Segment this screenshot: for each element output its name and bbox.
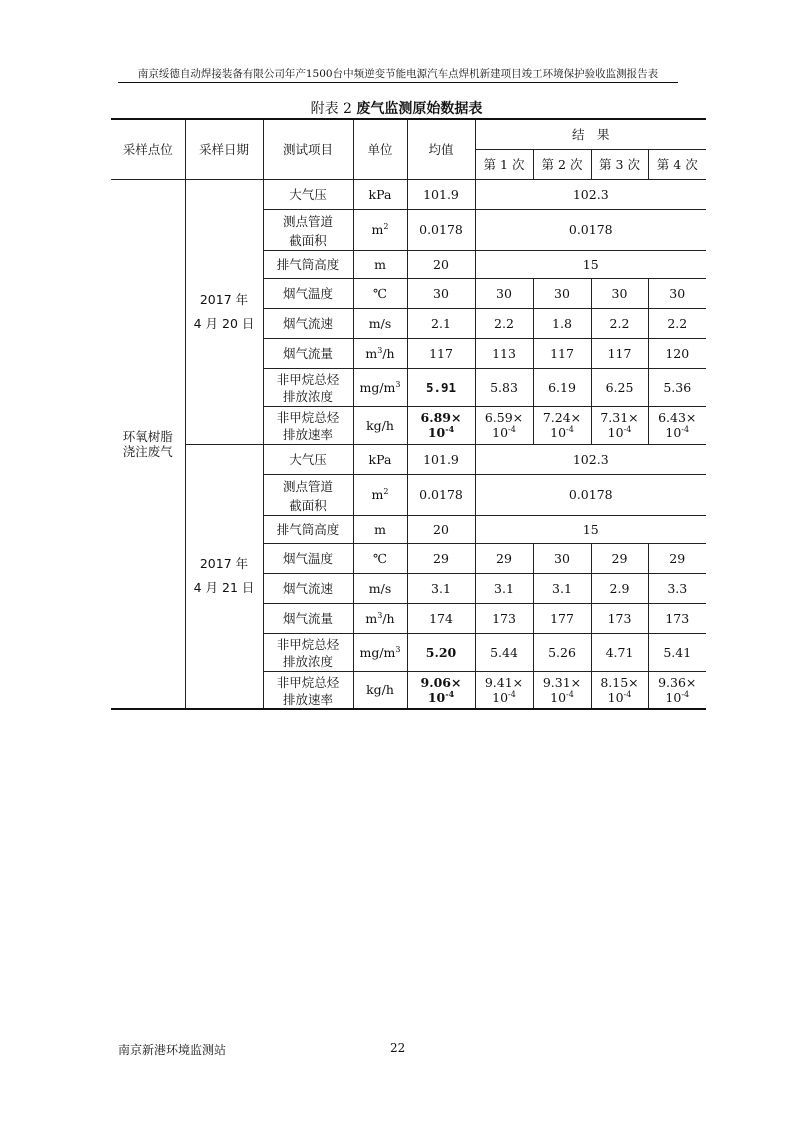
result-mantissa: 7.24× (542, 410, 582, 425)
result-value: 15 (582, 521, 599, 537)
result-base: 10 (607, 425, 624, 440)
result-value: 29 (496, 550, 512, 566)
result-cell-run-2 (533, 308, 591, 338)
result-merged-cell (475, 179, 706, 209)
mean-value: 2.1 (431, 315, 451, 331)
mean-cell (407, 573, 475, 603)
result-cell-run-2 (533, 338, 591, 368)
result-value: 5.41 (663, 644, 692, 660)
mean-mantissa: 9.06× (420, 674, 462, 690)
result-exponent: -4 (681, 424, 690, 434)
result-cell-run-2 (533, 671, 591, 709)
unit-cell (353, 406, 407, 444)
result-value: 5.83 (490, 379, 518, 395)
result-mantissa: 7.31× (600, 410, 639, 425)
unit-base: m (365, 345, 378, 361)
result-value: 5.36 (663, 379, 692, 395)
mean-cell (407, 515, 475, 543)
unit-label: kg/h (366, 417, 394, 433)
item-label: 排气筒高度 (276, 521, 340, 537)
unit-rest: /h (382, 610, 395, 626)
result-value: 117 (607, 345, 632, 361)
result-value: 4.71 (605, 644, 634, 660)
date-line: 2017 年 (199, 556, 249, 572)
result-mantissa: 8.15× (600, 674, 639, 690)
table-row (111, 444, 706, 474)
item-cell (263, 308, 353, 338)
result-cell-run-3 (591, 406, 648, 444)
emission-data-table (111, 118, 706, 710)
item-cell (263, 603, 353, 633)
result-exponent: -4 (681, 689, 690, 699)
mean-value: 0.0178 (419, 222, 463, 237)
result-exponent: -4 (566, 424, 574, 434)
item-cell (263, 671, 353, 709)
result-base: 10 (492, 689, 509, 705)
result-cell-run-3 (591, 368, 648, 406)
result-cell-run-1 (475, 671, 533, 709)
mean-cell (407, 209, 475, 250)
item-line: 排放浓度 (282, 654, 333, 669)
mean-value: 20 (433, 256, 449, 272)
mean-value: 101.9 (423, 186, 459, 202)
mean-mantissa: 6.89× (420, 410, 462, 425)
mean-value: 30 (433, 285, 449, 301)
item-label: 烟气流量 (282, 345, 333, 361)
result-value: 2.2 (494, 315, 514, 331)
result-mantissa: 9.41× (484, 674, 524, 690)
mean-value: 174 (429, 610, 453, 626)
result-cell-run-2 (533, 633, 591, 671)
item-line: 非甲烷总烃 (276, 372, 340, 387)
unit-label: ℃ (373, 285, 387, 301)
result-cell-run-4 (648, 603, 706, 633)
unit-cell (353, 209, 407, 250)
mean-cell (407, 474, 475, 515)
col-header-results: 结 果 (475, 119, 706, 149)
result-cell-run-1 (475, 603, 533, 633)
unit-base: mg/m (359, 379, 396, 395)
mean-cell (407, 633, 475, 671)
col-header-location: 采样点位 (111, 119, 185, 179)
result-value: 5.26 (548, 644, 576, 660)
date-line: 2017 年 (199, 291, 249, 307)
unit-label: m/s (368, 580, 392, 596)
result-cell-run-3 (591, 543, 648, 573)
unit-label: m/s (368, 315, 392, 331)
unit-label: kPa (368, 186, 392, 202)
result-base: 10 (550, 425, 567, 440)
unit-base: mg/m (359, 644, 396, 660)
result-cell-run-2 (533, 573, 591, 603)
result-cell-run-2 (533, 278, 591, 308)
unit-cell (353, 308, 407, 338)
result-value: 3.1 (552, 580, 572, 596)
unit-base: m (371, 222, 384, 237)
item-line: 非甲烷总烃 (276, 410, 340, 425)
result-merged-cell (475, 474, 706, 515)
result-value: 3.3 (667, 580, 688, 596)
result-value: 0.0178 (568, 222, 613, 237)
mean-cell (407, 406, 475, 444)
unit-cell (353, 543, 407, 573)
item-cell (263, 209, 353, 250)
unit-cell (353, 671, 407, 709)
item-line: 截面积 (289, 497, 327, 513)
item-cell (263, 444, 353, 474)
result-cell-run-4 (648, 633, 706, 671)
date-cell (185, 179, 263, 444)
item-label: 烟气流量 (282, 610, 333, 626)
result-exponent: -4 (623, 689, 632, 699)
item-label: 烟气温度 (282, 285, 333, 301)
unit-cell (353, 250, 407, 278)
item-label: 大气压 (289, 451, 327, 467)
item-cell (263, 406, 353, 444)
mean-exponent: -4 (445, 423, 455, 434)
result-cell-run-3 (591, 633, 648, 671)
unit-label: kPa (368, 451, 392, 467)
result-value: 30 (496, 285, 512, 301)
result-merged-cell (475, 444, 706, 474)
item-line: 排放浓度 (282, 389, 333, 404)
item-cell (263, 278, 353, 308)
result-value: 120 (665, 345, 690, 361)
unit-superscript: 2 (383, 221, 389, 231)
item-line: 截面积 (289, 232, 327, 248)
item-cell (263, 543, 353, 573)
result-exponent: -4 (566, 689, 574, 699)
result-base: 10 (607, 689, 624, 705)
item-line: 测点管道 (282, 478, 333, 494)
mean-cell (407, 338, 475, 368)
result-mantissa: 6.59× (484, 410, 524, 425)
result-base: 10 (550, 689, 567, 705)
result-value: 6.25 (605, 379, 634, 395)
unit-superscript: 3 (377, 610, 383, 620)
item-cell (263, 368, 353, 406)
unit-rest: /h (382, 345, 395, 361)
result-cell-run-3 (591, 671, 648, 709)
result-cell-run-4 (648, 406, 706, 444)
mean-value: 3.1 (431, 580, 451, 596)
result-value: 0.0178 (568, 487, 613, 502)
result-value: 102.3 (572, 186, 609, 202)
col-header-item: 测试项目 (263, 119, 353, 179)
unit-base: m (371, 487, 384, 502)
result-value: 117 (550, 345, 574, 361)
result-cell-run-1 (475, 368, 533, 406)
result-base: 10 (665, 689, 682, 705)
location-cell (111, 179, 185, 709)
result-merged-cell (475, 209, 706, 250)
date-line: 4 月 20 日 (193, 315, 255, 331)
result-cell-run-4 (648, 543, 706, 573)
result-cell-run-1 (475, 278, 533, 308)
mean-value: 5.91 (425, 379, 457, 395)
mean-value: 101.9 (423, 451, 459, 467)
result-value: 30 (669, 285, 686, 301)
header-rule (118, 82, 678, 83)
mean-cell (407, 250, 475, 278)
result-merged-cell (475, 250, 706, 278)
result-value: 30 (554, 550, 570, 566)
result-value: 30 (611, 285, 628, 301)
result-exponent: -4 (508, 424, 516, 434)
item-cell (263, 573, 353, 603)
item-cell (263, 633, 353, 671)
result-cell-run-4 (648, 573, 706, 603)
item-label: 排气筒高度 (276, 256, 340, 272)
mean-cell (407, 543, 475, 573)
unit-cell (353, 278, 407, 308)
result-exponent: -4 (508, 689, 516, 699)
col-header-run-4: 第 4 次 (648, 149, 706, 179)
result-mantissa: 9.31× (542, 674, 582, 690)
item-line: 排放速率 (282, 427, 333, 442)
mean-value: 29 (433, 550, 449, 566)
item-line: 排放速率 (282, 691, 333, 707)
result-cell-run-4 (648, 308, 706, 338)
result-cell-run-1 (475, 633, 533, 671)
result-value: 2.9 (609, 580, 630, 596)
mean-base: 10 (427, 689, 446, 705)
result-cell-run-4 (648, 338, 706, 368)
col-header-run-3: 第 3 次 (591, 149, 648, 179)
item-label: 烟气流速 (282, 580, 333, 596)
unit-base: m (365, 610, 378, 626)
date-line: 4 月 21 日 (193, 580, 255, 596)
mean-cell (407, 444, 475, 474)
result-value: 113 (492, 345, 516, 361)
result-cell-run-1 (475, 543, 533, 573)
result-cell-run-4 (648, 278, 706, 308)
result-cell-run-2 (533, 368, 591, 406)
result-cell-run-3 (591, 603, 648, 633)
running-header: 南京绥德自动焊接装备有限公司年产1500台中频逆变节能电源汽车点焊机新建项目竣工环境保护验收监测报告表 (137, 68, 659, 80)
unit-cell (353, 179, 407, 209)
unit-cell (353, 633, 407, 671)
item-label: 烟气流速 (282, 315, 333, 331)
item-cell (263, 474, 353, 515)
unit-cell (353, 515, 407, 543)
result-cell-run-1 (475, 338, 533, 368)
result-value: 3.1 (494, 580, 514, 596)
result-value: 102.3 (572, 451, 609, 467)
table-title-main: 废气监测原始数据表 (356, 101, 483, 117)
unit-superscript: 3 (395, 644, 401, 654)
footer-station: 南京新港环境监测站 (118, 1043, 227, 1057)
item-cell (263, 179, 353, 209)
col-header-run-1: 第 1 次 (475, 149, 533, 179)
date-cell (185, 444, 263, 709)
mean-cell (407, 308, 475, 338)
col-header-date: 采样日期 (185, 119, 263, 179)
result-value: 173 (607, 610, 632, 626)
unit-superscript: 3 (395, 379, 401, 389)
item-line: 测点管道 (282, 213, 333, 229)
result-base: 10 (665, 425, 682, 440)
location-line: 浇注废气 (122, 443, 173, 459)
unit-cell (353, 338, 407, 368)
result-cell-run-3 (591, 308, 648, 338)
table-row (111, 179, 706, 209)
result-merged-cell (475, 515, 706, 543)
unit-cell (353, 474, 407, 515)
result-cell-run-4 (648, 671, 706, 709)
unit-label: m (374, 521, 386, 537)
result-cell-run-3 (591, 278, 648, 308)
mean-cell (407, 671, 475, 709)
mean-cell (407, 179, 475, 209)
unit-cell (353, 444, 407, 474)
result-value: 15 (582, 256, 599, 272)
result-cell-run-4 (648, 368, 706, 406)
result-value: 29 (669, 550, 686, 566)
mean-cell (407, 603, 475, 633)
mean-cell (407, 368, 475, 406)
mean-value: 117 (429, 345, 453, 361)
mean-cell (407, 278, 475, 308)
item-cell (263, 338, 353, 368)
result-cell-run-1 (475, 308, 533, 338)
mean-value: 5.20 (425, 644, 457, 660)
footer-page-number: 22 (390, 1041, 406, 1055)
item-line: 非甲烷总烃 (276, 637, 340, 652)
unit-superscript: 3 (377, 345, 383, 355)
col-header-unit: 单位 (353, 119, 407, 179)
unit-superscript: 2 (383, 486, 389, 496)
result-value: 173 (665, 610, 690, 626)
result-value: 2.2 (609, 315, 630, 331)
item-cell (263, 515, 353, 543)
col-header-mean: 均值 (407, 119, 475, 179)
result-exponent: -4 (623, 424, 632, 434)
result-mantissa: 9.36× (658, 674, 697, 690)
result-value: 5.44 (490, 644, 518, 660)
table-title (0, 98, 793, 118)
item-label: 烟气温度 (282, 550, 333, 566)
unit-label: ℃ (373, 550, 387, 566)
unit-cell (353, 603, 407, 633)
result-value: 177 (550, 610, 574, 626)
mean-base: 10 (427, 425, 446, 440)
result-mantissa: 6.43× (658, 410, 697, 425)
item-cell (263, 250, 353, 278)
item-label: 大气压 (289, 186, 327, 202)
mean-exponent: -4 (445, 688, 455, 699)
unit-label: kg/h (366, 682, 394, 698)
col-header-run-2: 第 2 次 (533, 149, 591, 179)
result-cell-run-2 (533, 603, 591, 633)
result-value: 6.19 (548, 379, 576, 395)
unit-cell (353, 573, 407, 603)
result-value: 173 (492, 610, 516, 626)
mean-value: 0.0178 (419, 487, 463, 502)
result-cell-run-2 (533, 543, 591, 573)
item-line: 非甲烷总烃 (276, 674, 340, 690)
unit-cell (353, 368, 407, 406)
location-line: 环氧树脂 (122, 428, 173, 444)
unit-label: m (374, 256, 386, 272)
result-cell-run-3 (591, 573, 648, 603)
result-value: 30 (554, 285, 570, 301)
result-value: 2.2 (667, 315, 688, 331)
result-cell-run-1 (475, 573, 533, 603)
result-cell-run-2 (533, 406, 591, 444)
mean-value: 20 (433, 521, 449, 537)
result-cell-run-1 (475, 406, 533, 444)
result-value: 1.8 (552, 315, 572, 331)
result-base: 10 (492, 425, 509, 440)
result-cell-run-3 (591, 338, 648, 368)
table-title-prefix: 附表 2 (310, 101, 352, 117)
result-value: 29 (611, 550, 628, 566)
